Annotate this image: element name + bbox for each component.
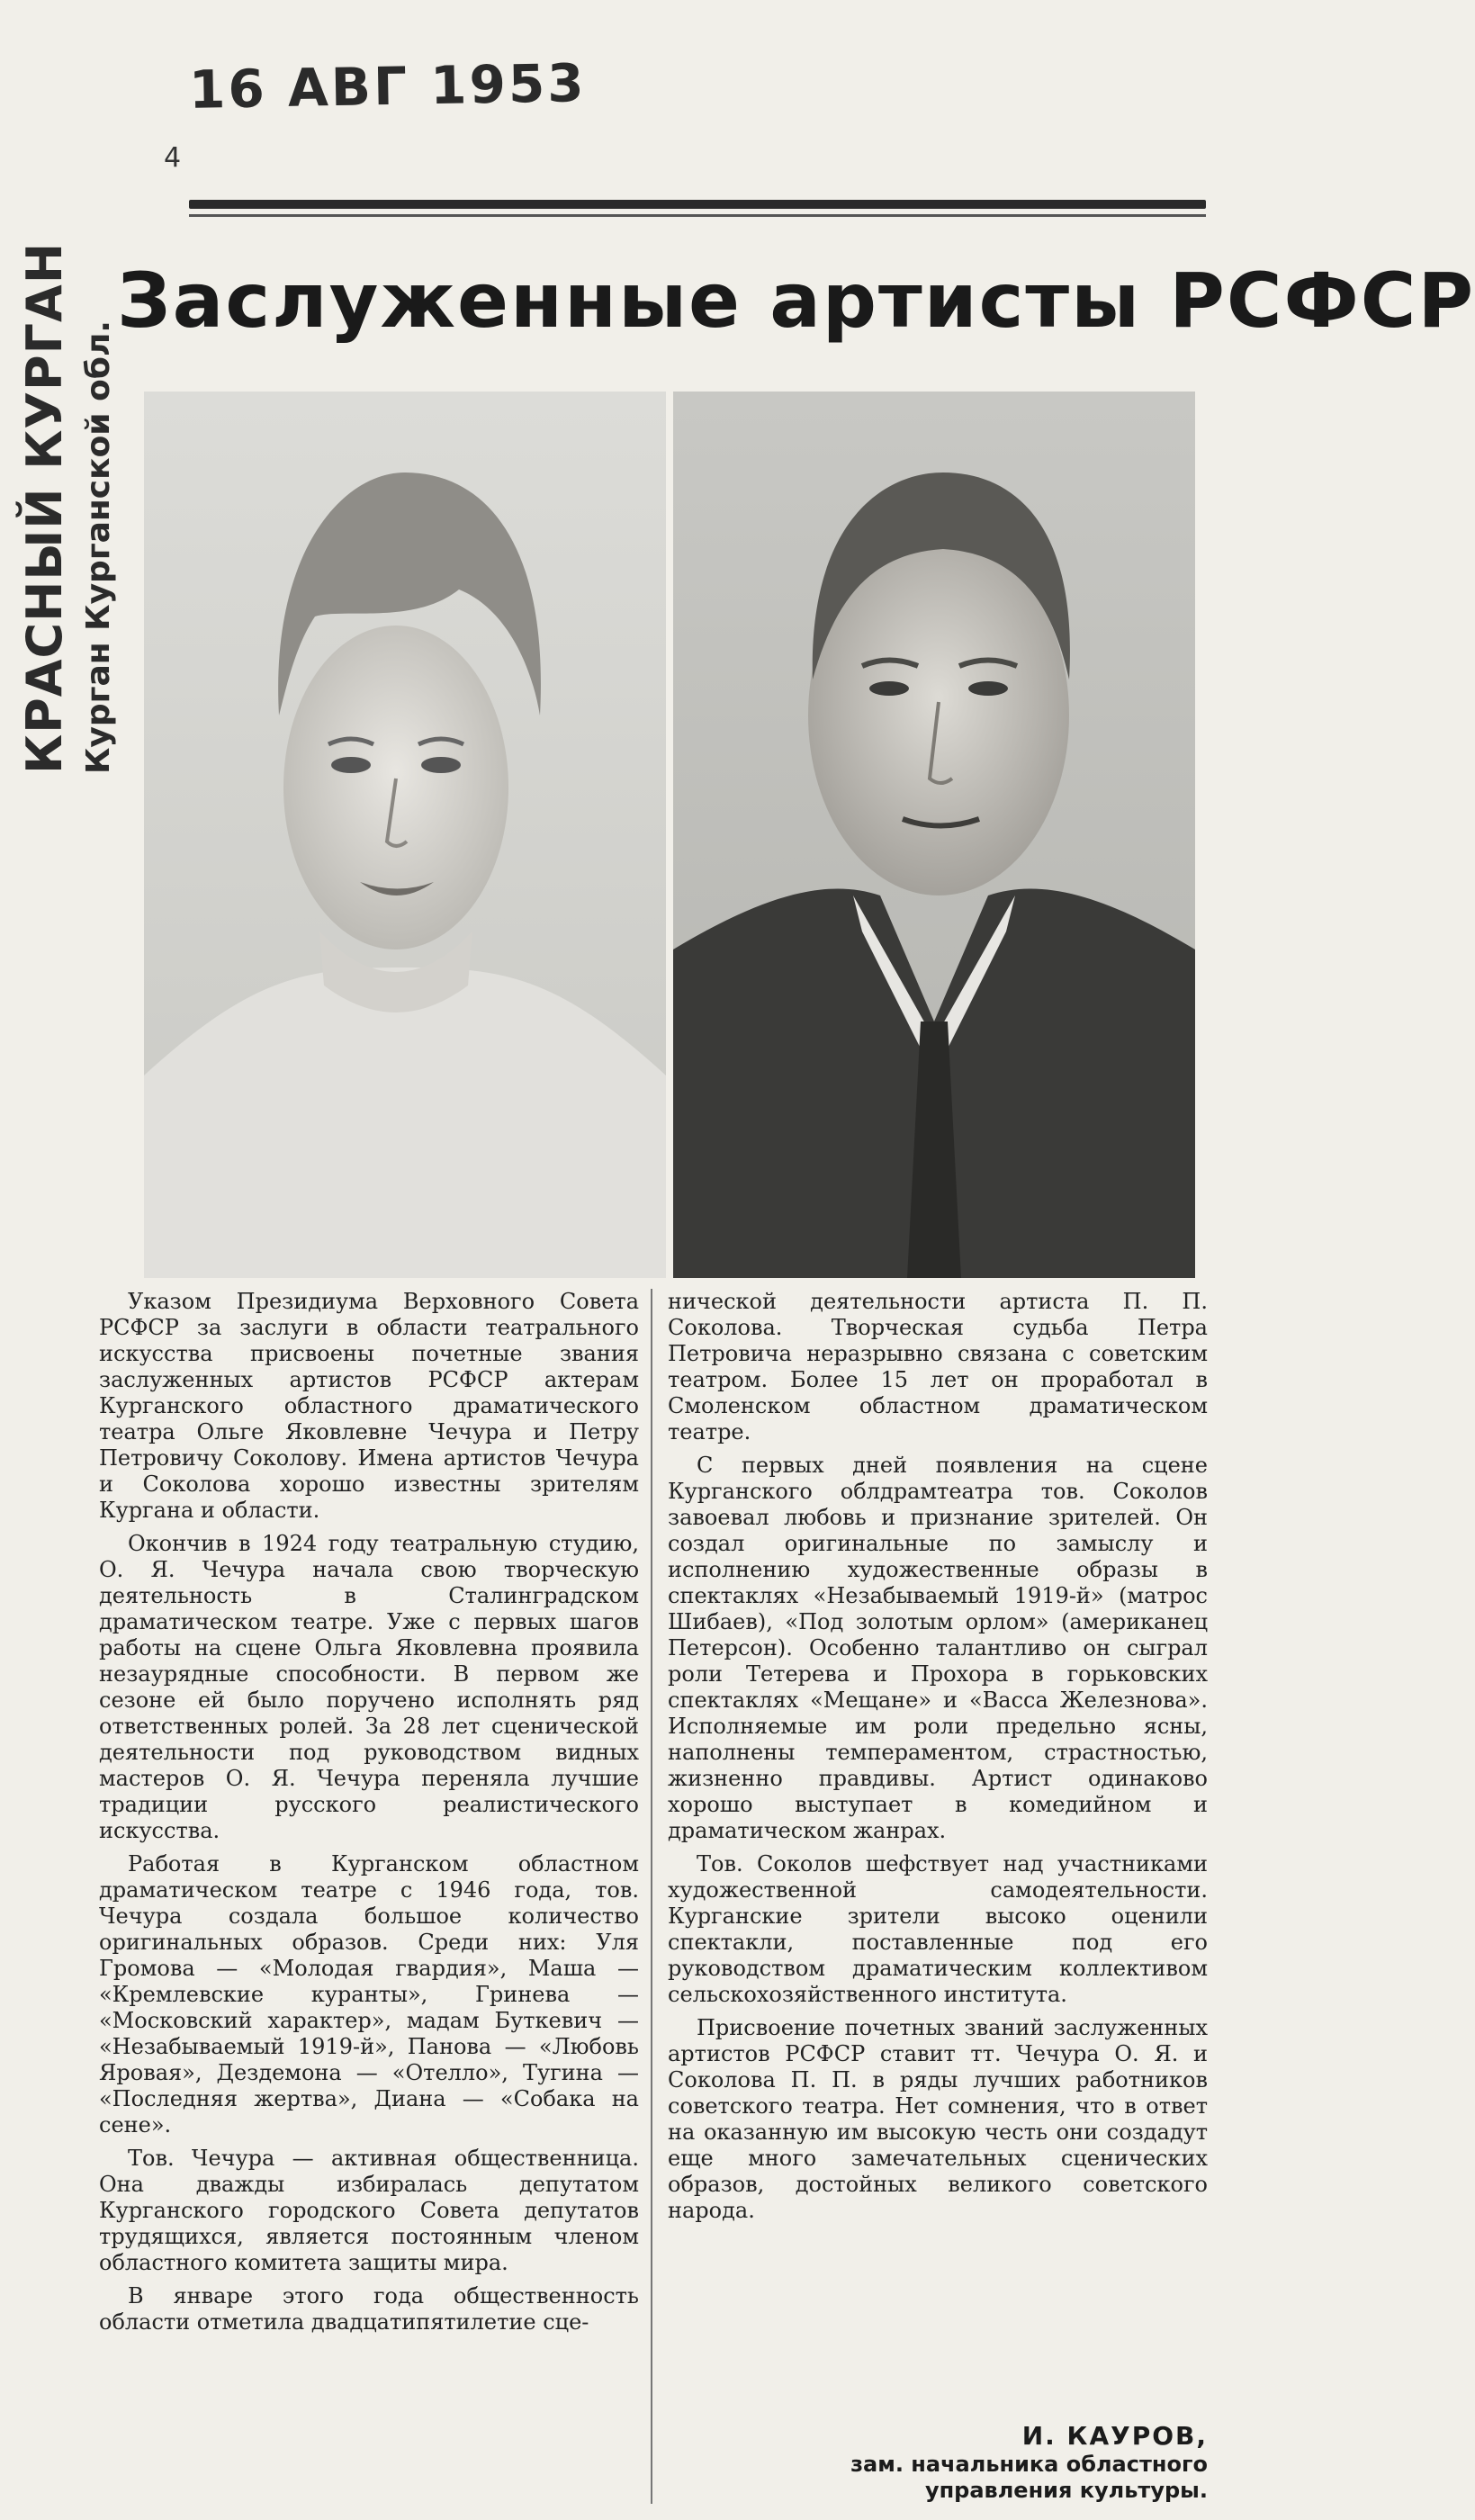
date-stamp: 16 АВГ 1953 <box>188 52 588 121</box>
author-title-line-2: управления культуры. <box>924 2478 1208 2503</box>
paragraph: нической деятельности артиста П. П. Соколова. Творческая судьба Петра Петровича неразрывно связана с советским театром. Более 15 лет он проработал в Смоленском областном драматическом театре. <box>668 1289 1208 1444</box>
paragraph: Тов. Соколов шефствует над участниками художественной самодеятельности. Курганские зрители высоко оценили спектакли, поставленные под его руководством драматическим коллективом сельскохозяйственного института. <box>668 1851 1208 2007</box>
paragraph: С первых дней появления на сцене Курганского облдрамтеатра тов. Соколов завоевал любовь и признание зрителей. Он создал оригинальные по замыслу и исполнению художественные образы в спектаклях «Незабываемый 1919-й» (матрос Шибаев), «Под золотым орлом» (американец Петерсон). Особенно талантливо он сыграл роли Тетерева и Прохора в горьковских спектаклях «Мещане» и «Васса Железнова». Исполняемые им роли предельно ясны, наполнены темпераментом, страстностью, жизненно правдивы. Артист одинаково хорошо выступает в комедийном и драматическом жанрах. <box>668 1453 1208 1843</box>
paragraph: В январе этого года общественность области отметила двадцатипятилетие сце- <box>99 2283 639 2335</box>
author-title-line-1: зам. начальника областного <box>850 2452 1208 2477</box>
newspaper-name: КРАСНЫЙ КУРГАН <box>16 241 73 774</box>
article-column-right <box>668 1289 1208 2231</box>
author-name: И. КАУРОВ, <box>1021 2421 1208 2451</box>
paragraph: Присвоение почетных званий заслуженных артистов РСФСР ставит тт. Чечура О. Я. и Соколова П. П. в ряды лучших работников советского театра. Нет сомнения, что в ответ на оказанную им высокую честь они создадут еще много замечательных сценических образов, достойных великого советского народа. <box>668 2015 1208 2223</box>
page-number: 4 <box>164 142 182 174</box>
header-rule-thin <box>189 214 1206 217</box>
paragraph: Работая в Курганском областном драматическом театре с 1946 года, тов. Чечура создала большое количество оригинальных образов. Среди них: Уля Громова — «Молодая гвардия», Маша — «Кремлевские куранты», Гринева — «Московский характер», мадам Буткевич — «Незабываемый 1919-й», Панова — «Любовь Яровая», Дездемона — «Отелло», Тугина — «Последняя жертва», Диана — «Собака на сене». <box>99 1851 639 2138</box>
article-column-left <box>99 1289 639 2343</box>
column-divider <box>651 1289 652 2504</box>
paragraph: Тов. Чечура — активная общественница. Она дважды избиралась депутатом Курганского городского Совета депутатов трудящихся, является постоянным членом областного комитета защиты мира. <box>99 2146 639 2275</box>
portrait-man-photo <box>673 392 1195 1278</box>
portrait-woman-photo <box>144 392 666 1278</box>
author-signature <box>668 2421 1208 2504</box>
newspaper-place: Курган Курганской обл. <box>80 320 117 774</box>
header-rule <box>189 200 1206 209</box>
article-headline: Заслуженные артисты РСФСР <box>117 256 1475 345</box>
paragraph: Окончив в 1924 году театральную студию, О. Я. Чечура начала свою творческую деятельность в Сталинградском драматическом театре. Уже с первых шагов работы на сцене Ольга Яковлевна проявила незаурядные способности. В первом же сезоне ей было поручено исполнять ряд ответственных ролей. За 28 лет сценической деятельности под руководством видных мастеров О. Я. Чечура переняла лучшие традиции русского реалистического искусства. <box>99 1531 639 1843</box>
paragraph: Указом Президиума Верховного Совета РСФСР за заслуги в области театрального искусства присвоены почетные звания заслуженных артистов РСФСР актерам Курганского областного драматического театра Ольге Яковлевне Чечура и Петру Петровичу Соколову. Имена артистов Чечура и Соколова хорошо известны зрителям Кургана и области. <box>99 1289 639 1523</box>
